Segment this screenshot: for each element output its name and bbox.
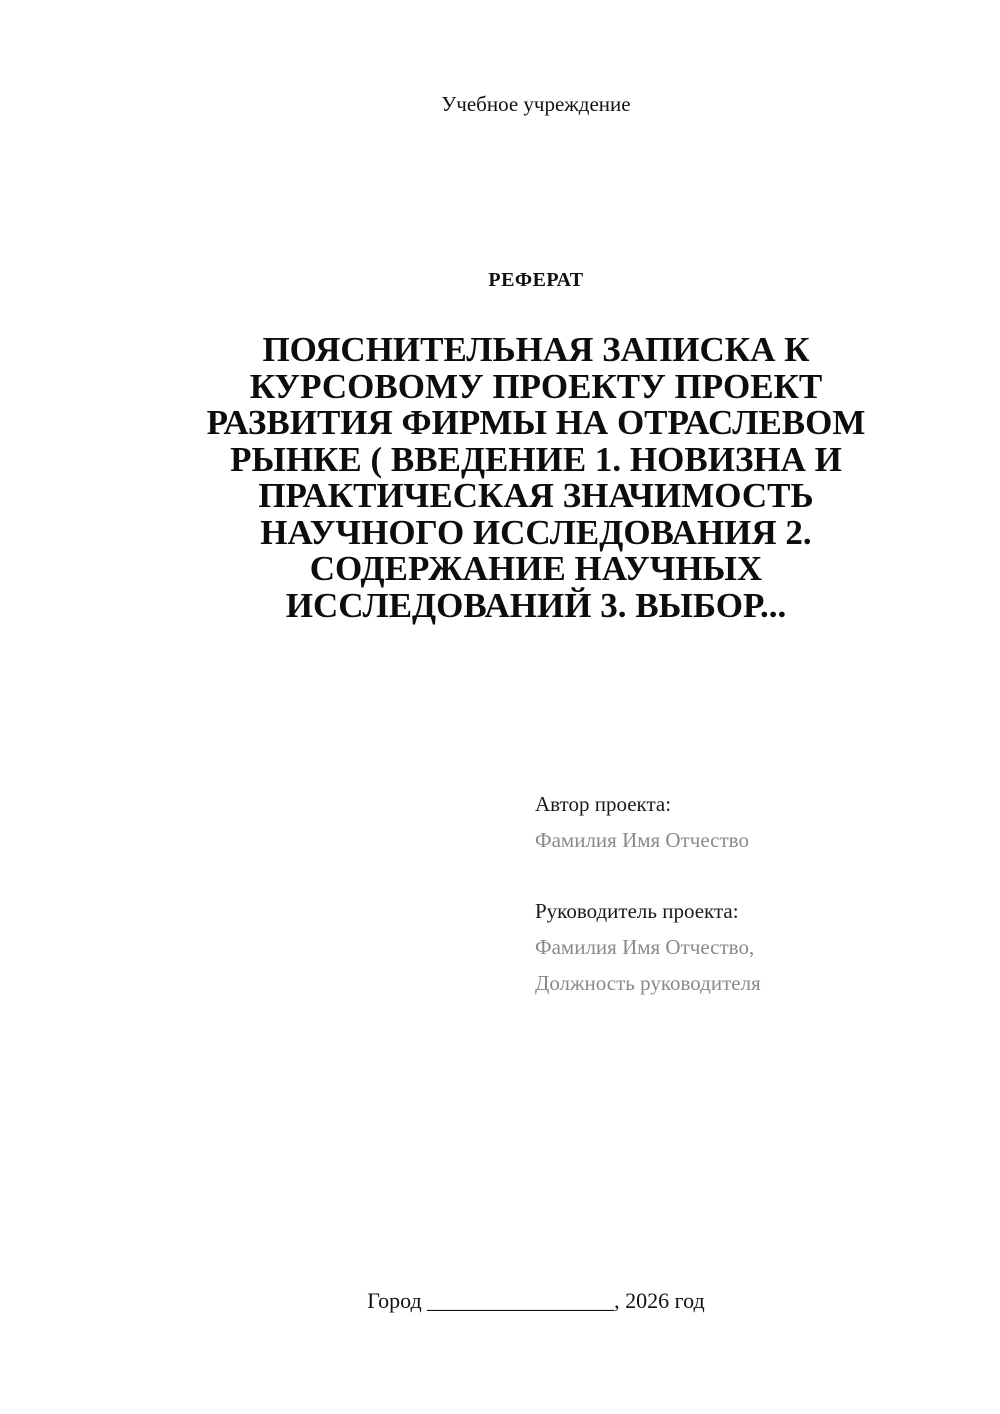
supervisor-position: Должность руководителя bbox=[535, 971, 761, 995]
institution-name: Учебное учреждение bbox=[441, 92, 631, 116]
supervisor-label: Руководитель проекта: bbox=[535, 899, 739, 923]
supervisor-name: Фамилия Имя Отчество, bbox=[535, 935, 755, 959]
supervisor-block bbox=[535, 893, 975, 1001]
author-block bbox=[535, 786, 975, 858]
document-title: ПОЯСНИТЕЛЬНАЯ ЗАПИСКА К КУРСОВОМУ ПРОЕКТУ ПРОЕКТ РАЗВИТИЯ ФИРМЫ НА ОТРАСЛЕВОМ РЫНКЕ ( ВВЕДЕНИЕ 1. НОВИЗНА И ПРАКТИЧЕСКАЯ ЗНАЧИМОСТЬ НАУЧНОГО ИССЛЕДОВАНИЯ 2. СОДЕРЖАНИЕ НАУЧНЫХ ИССЛЕДОВАНИЙ 3. ВЫБОР... bbox=[206, 330, 866, 625]
author-label: Автор проекта: bbox=[535, 792, 672, 816]
document-type: РЕФЕРАТ bbox=[488, 269, 584, 291]
city-year-line: Город _________________, 2026 год bbox=[367, 1288, 705, 1313]
author-name: Фамилия Имя Отчество bbox=[535, 828, 749, 852]
